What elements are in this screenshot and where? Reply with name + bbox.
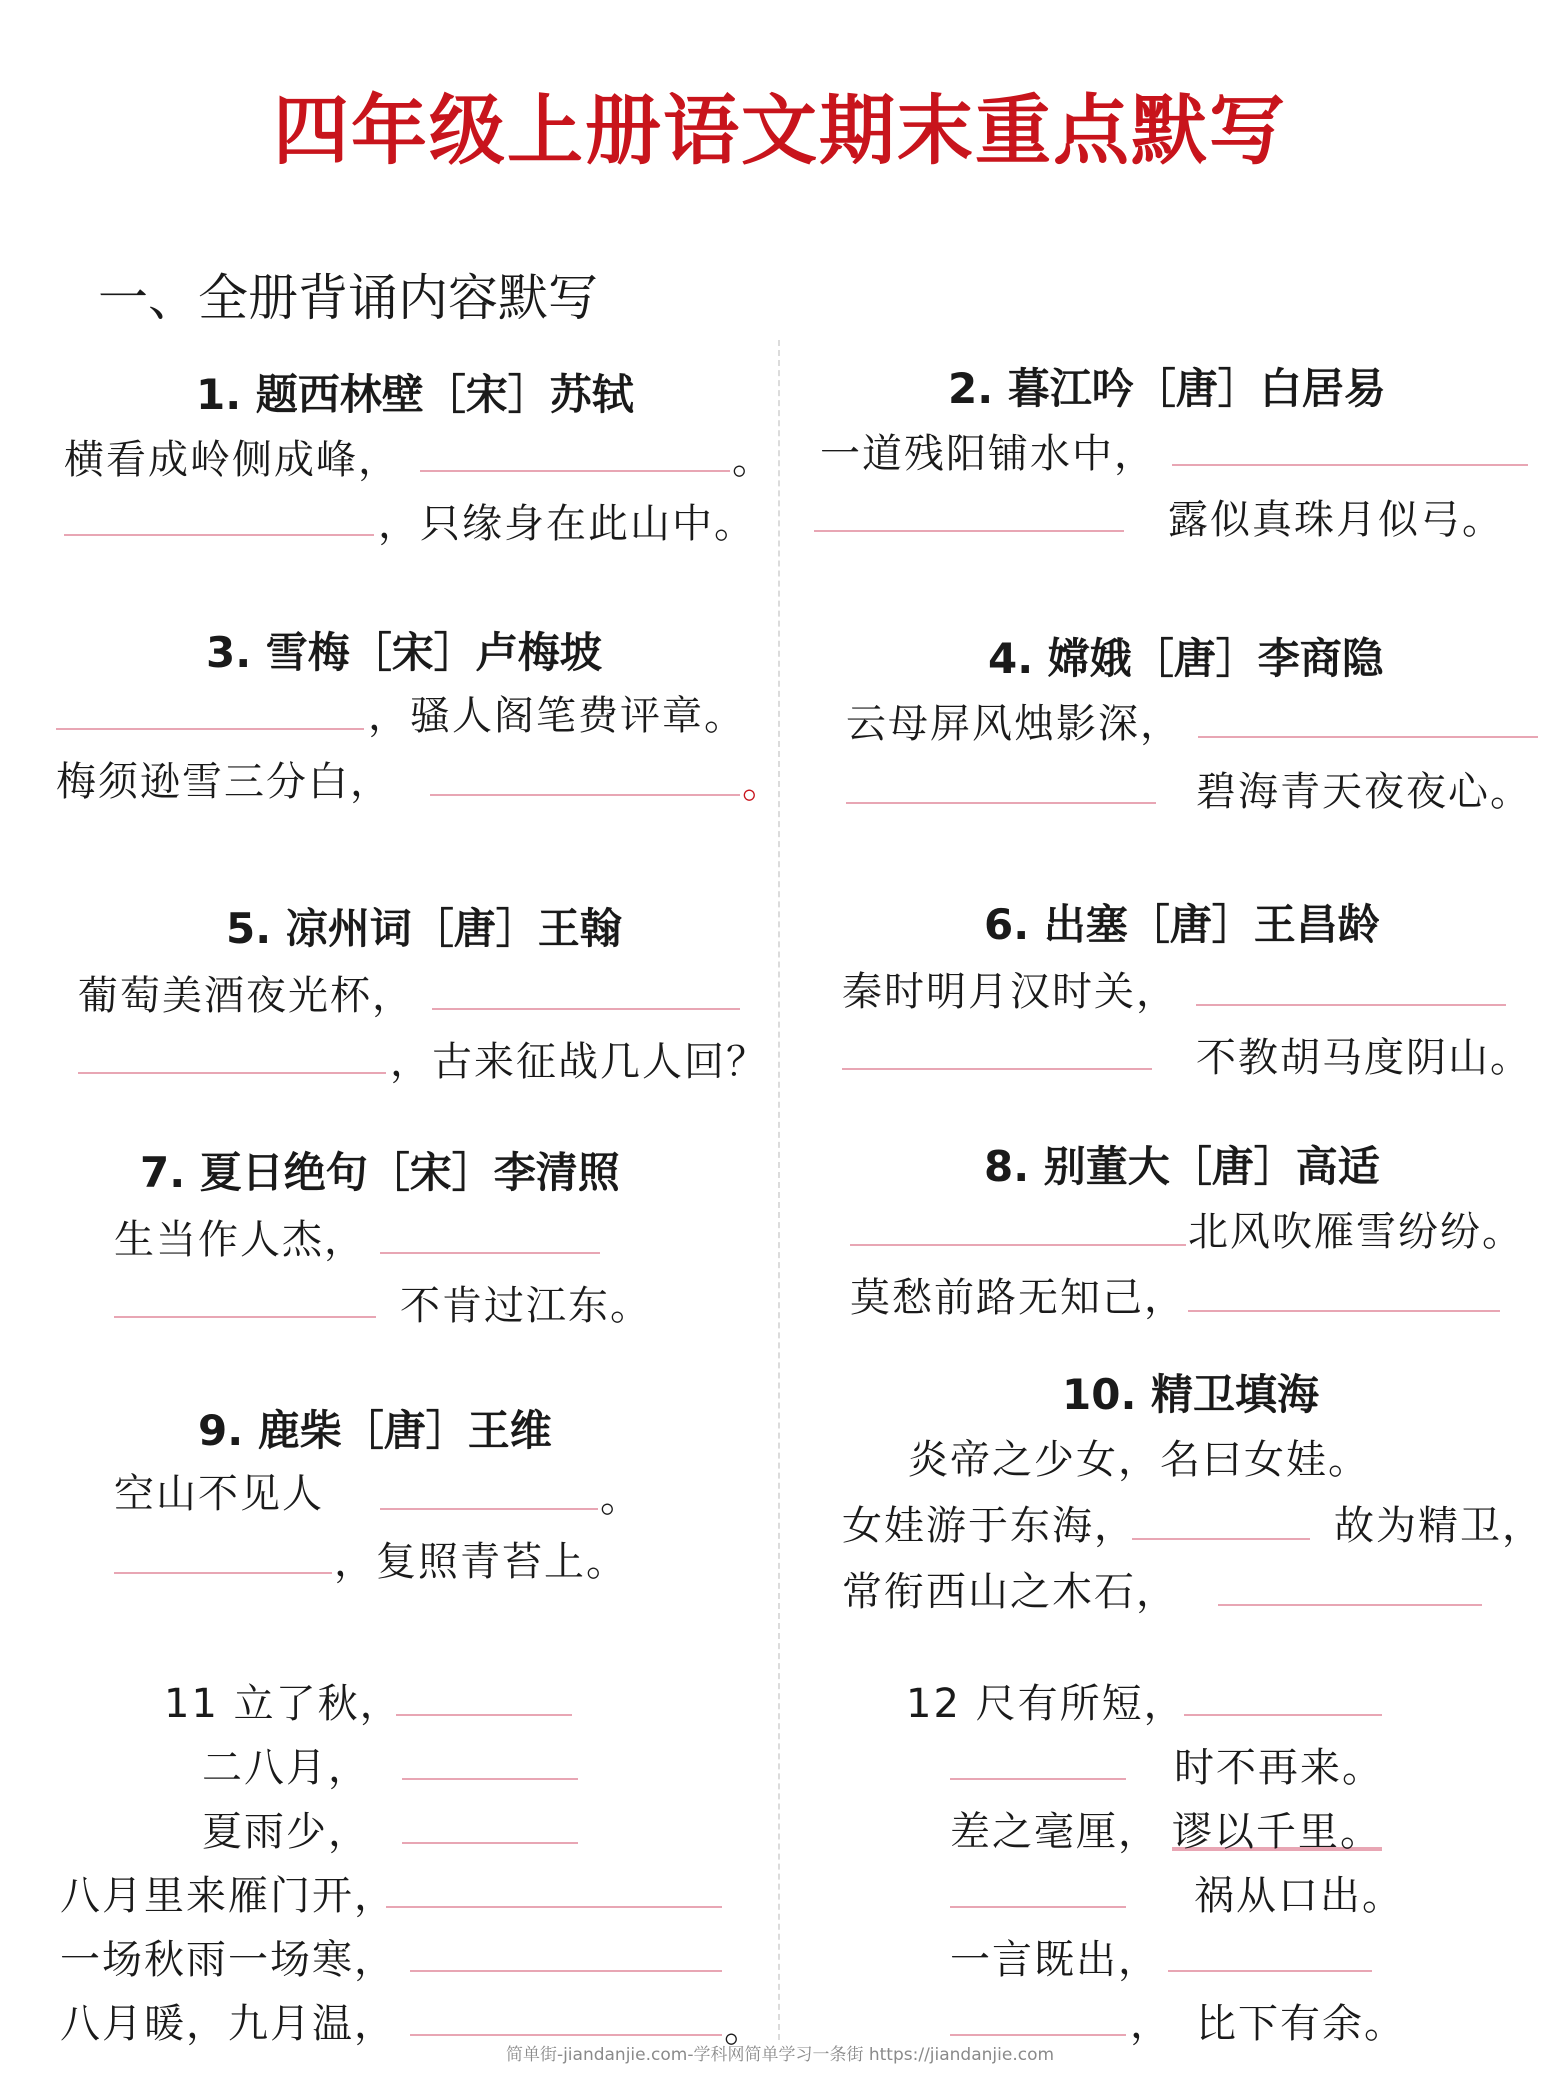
poem-9-title: 9. 鹿柴［唐］王维 xyxy=(198,1406,552,1455)
poem-9-line-1: 空山不见人 xyxy=(114,1471,324,1517)
item-11-line-6: 八月暖，九月温， xyxy=(60,2001,396,2047)
item-11-line-4: 八月里来雁门开， xyxy=(60,1873,396,1919)
poem-4-title: 4. 嫦娥［唐］李商隐 xyxy=(988,634,1384,683)
item-12-blank-2[interactable] xyxy=(950,1778,1126,1780)
item-12-line-2: 时不再来。 xyxy=(1174,1745,1384,1791)
item-12-blank-5[interactable] xyxy=(950,2034,1126,2036)
poem-6-line-2: 不教胡马度阴山。 xyxy=(1196,1035,1532,1081)
item-11-line-2: 二八月， xyxy=(202,1745,370,1791)
poem-6-title: 6. 出塞［唐］王昌龄 xyxy=(984,900,1380,949)
item-11-blank-1[interactable] xyxy=(396,1714,572,1716)
poem-5-blank-1[interactable] xyxy=(432,1008,740,1010)
item-12-line-3b: 谬以千里。 xyxy=(1172,1809,1382,1855)
poem-6-blank-2[interactable] xyxy=(842,1068,1152,1070)
item-11-line-3: 夏雨少， xyxy=(202,1809,370,1855)
poem-9-line-2: ，复照青苔上。 xyxy=(334,1539,628,1585)
poem-5-blank-2[interactable] xyxy=(78,1072,386,1074)
poem-7-blank-2[interactable] xyxy=(114,1316,376,1318)
poem-3-line-1: ，骚人阁笔费评章。 xyxy=(368,693,746,739)
item-11-blank-6[interactable] xyxy=(410,2034,722,2036)
poem-8-title: 8. 别董大［唐］高适 xyxy=(984,1142,1380,1191)
poem-7-blank-1[interactable] xyxy=(380,1252,600,1254)
item-12-blank-1[interactable] xyxy=(1184,1714,1382,1716)
item-11-blank-2[interactable] xyxy=(402,1778,578,1780)
poem-7-line-2: 不肯过江东。 xyxy=(400,1283,652,1329)
poem-2-title: 2. 暮江吟［唐］白居易 xyxy=(948,364,1386,413)
poem-5-title: 5. 凉州词［唐］王翰 xyxy=(226,904,622,953)
poem-9-blank-1[interactable] xyxy=(380,1508,598,1510)
poem-10-blank-2[interactable] xyxy=(1218,1604,1482,1606)
poem-5-line-2: ，古来征战几人回？ xyxy=(390,1039,768,1085)
poem-2-line-1: 一道残阳铺水中， xyxy=(820,431,1156,477)
poem-1-blank-1[interactable] xyxy=(420,470,730,472)
poem-8-blank-1[interactable] xyxy=(850,1244,1186,1246)
poem-1-line-2: ，只缘身在此山中。 xyxy=(378,501,756,547)
item-12-line-4: 祸从口出。 xyxy=(1194,1873,1404,1919)
poem-10-blank-1[interactable] xyxy=(1132,1538,1310,1540)
item-12-line-3a: 差之毫厘， xyxy=(950,1809,1160,1855)
poem-9-blank-2[interactable] xyxy=(114,1572,332,1574)
section-heading: 一、全册背诵内容默写 xyxy=(98,269,598,327)
poem-4-blank-2[interactable] xyxy=(846,802,1156,804)
item-11-blank-3[interactable] xyxy=(402,1842,578,1844)
poem-10-line-3: 常衔西山之木石， xyxy=(842,1569,1178,1615)
item-11-period: 。 xyxy=(724,2005,766,2051)
poem-10-line-2b: 故为精卫， xyxy=(1334,1503,1544,1549)
item-12-blank-3[interactable] xyxy=(950,1906,1126,1908)
poem-1-period: 。 xyxy=(732,437,774,483)
poem-3-blank-1[interactable] xyxy=(56,728,364,730)
poem-3-blank-2[interactable] xyxy=(430,794,740,796)
poem-1-line-1: 横看成岭侧成峰， xyxy=(64,437,400,483)
item-11-blank-5[interactable] xyxy=(410,1970,722,1972)
item-12-line-6: 比下有余。 xyxy=(1196,2001,1406,2047)
column-divider xyxy=(778,340,780,2040)
item-12-line-1: 12 尺有所短， xyxy=(906,1681,1186,1727)
poem-3-line-2: 梅须逊雪三分白， xyxy=(56,759,392,805)
poem-1-title: 1. 题西林壁［宋］苏轼 xyxy=(196,370,634,419)
poem-2-line-2: 露似真珠月似弓。 xyxy=(1168,497,1504,543)
poem-8-line-2: 莫愁前路无知己， xyxy=(850,1275,1186,1321)
poem-9-period: 。 xyxy=(600,1475,642,1521)
poem-2-blank-1[interactable] xyxy=(1172,464,1528,466)
poem-6-blank-1[interactable] xyxy=(1196,1004,1506,1006)
poem-4-line-2: 碧海青天夜夜心。 xyxy=(1196,769,1532,815)
poem-7-line-1: 生当作人杰， xyxy=(114,1217,366,1263)
poem-8-blank-2[interactable] xyxy=(1188,1310,1500,1312)
poem-1-blank-2[interactable] xyxy=(64,534,374,536)
item-12-blank-4[interactable] xyxy=(1168,1970,1372,1972)
poem-10-line-2a: 女娃游于东海， xyxy=(842,1503,1136,1549)
page-title: 四年级上册语文期末重点默写 xyxy=(273,86,1287,175)
item-12-line-5: 一言既出， xyxy=(950,1937,1160,1983)
item-12-comma: ， xyxy=(1130,2001,1172,2047)
poem-6-line-1: 秦时明月汉时关， xyxy=(842,969,1178,1015)
poem-4-line-1: 云母屏风烛影深， xyxy=(846,701,1182,747)
item-11-line-1: 11 立了秋， xyxy=(164,1681,402,1727)
poem-2-blank-2[interactable] xyxy=(814,530,1124,532)
poem-7-title: 7. 夏日绝句［宋］李清照 xyxy=(140,1148,620,1197)
poem-8-line-1: 北风吹雁雪纷纷。 xyxy=(1188,1209,1524,1255)
poem-5-line-1: 葡萄美酒夜光杯， xyxy=(78,973,414,1019)
poem-10-line-1: 炎帝之少女，名曰女娃。 xyxy=(908,1437,1370,1483)
footer-watermark: 简单街-jiandanjie.com-学科网简单学习一条街 https://jiandanjie.com xyxy=(505,2045,1055,2065)
item-11-line-5: 一场秋雨一场寒， xyxy=(60,1937,396,1983)
poem-3-period: 。 xyxy=(742,761,784,807)
item-11-blank-4[interactable] xyxy=(386,1906,722,1908)
poem-10-title: 10. 精卫填海 xyxy=(1062,1370,1320,1419)
poem-4-blank-1[interactable] xyxy=(1198,736,1538,738)
poem-3-title: 3. 雪梅［宋］卢梅坡 xyxy=(206,628,602,677)
